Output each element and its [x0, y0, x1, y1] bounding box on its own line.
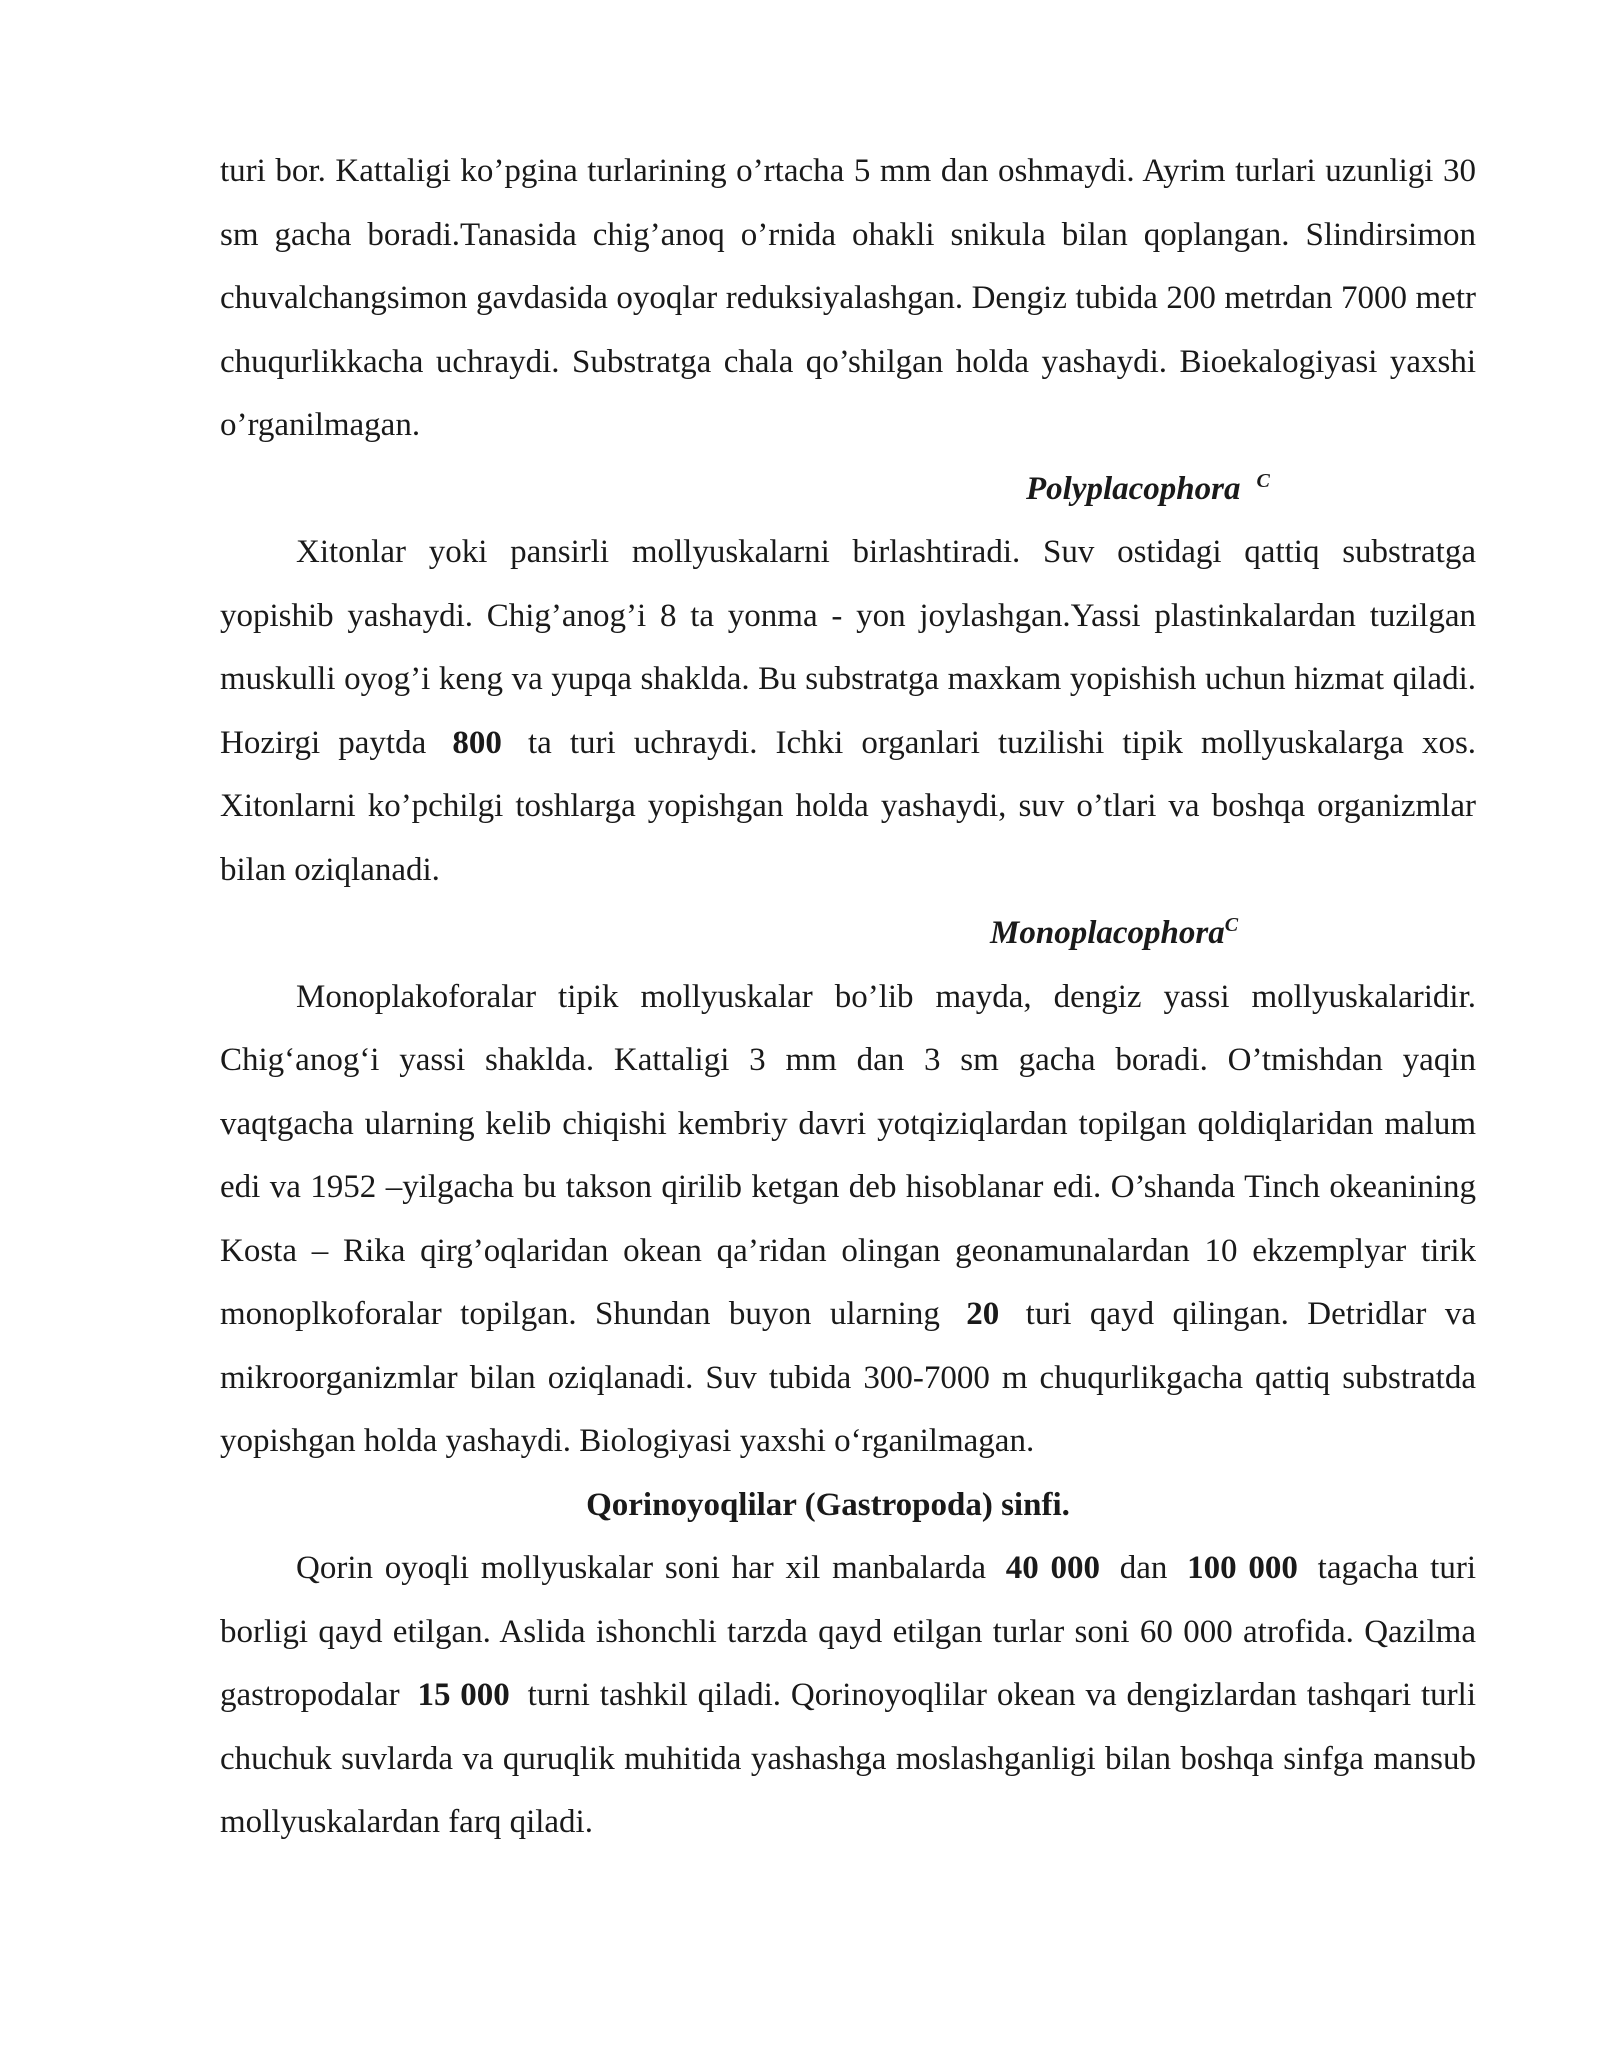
- gastropoda-text-2: dan: [1119, 1550, 1168, 1586]
- polyplacophora-heading-text: Polyplacophora: [1026, 470, 1241, 507]
- polyplacophora-heading-sup: C: [1256, 469, 1270, 492]
- gastropoda-heading: Qorinoyoqlilar (Gastropoda) sinfi.: [586, 1486, 1070, 1523]
- document-page: [220, 140, 1476, 1855]
- monoplacophora-heading-text: Monoplacophora: [990, 915, 1225, 951]
- gastropoda-count-max: 100 000: [1187, 1550, 1298, 1586]
- polyplacophora-species-count: 800: [452, 724, 502, 761]
- polyplacophora-heading: [220, 458, 1476, 522]
- gastropoda-text-3: tagacha turi borligi qayd etilgan. Aslida ishonchli tarzda qayd etilgan turlar soni 60 000 atrofida. Qazilma gastropodalar: [220, 1550, 1477, 1713]
- monoplacophora-heading: [220, 902, 1476, 966]
- monoplacophora-species-count: 20: [966, 1296, 1000, 1332]
- gastropoda-paragraph: [220, 1537, 1476, 1855]
- gastropoda-fossil-count: 15 000: [417, 1677, 510, 1713]
- intro-paragraph: [220, 140, 1476, 458]
- gastropoda-text-4: turni tashkil qiladi. Qorinoyoqlilar okean va dengizlardan tashqari turli chuchuk suvlarda va quruqlik muhitida yashashga moslashganligi bilan boshqa sinfga mansub mollyuskalardan farq qiladi.: [220, 1677, 1477, 1840]
- monoplacophora-text-before: Monoplakoforalar tipik mollyuskalar bo’lib mayda, dengiz yassi mollyuskalaridir. Chig‘anog‘i yassi shaklda. Kattaligi 3 mm dan 3 sm gacha boradi. O’tmishdan yaqin vaqtgacha ularning kelib chiqishi kembriy davri yotqiziqlardan topilgan qoldiqlaridan malum edi va 1952 –yilgacha bu takson qirilib ketgan deb hisoblanar edi. O’shanda Tinch okeanining Kosta – Rika qirg’oqlaridan okean qa’ridan olingan geonamunalardan 10 ekzemplyar tirik monoplkoforalar topilgan. Shundan buyon ularning: [220, 978, 1476, 1332]
- polyplacophora-text-before: Xitonlar yoki pansirli mollyuskalarni birlashtiradi. Suv ostidagi qattiq substratga yopishib yashaydi. Chig’anog’i 8 ta yonma - yon joylashgan.Yassi plastinkalardan tuzilgan muskulli oyog’i keng va yupqa shaklda. Bu substratga maxkam yopishish uchun hizmat qiladi. Hozirgi paytda: [220, 534, 1476, 761]
- gastropoda-count-min: 40 000: [1005, 1550, 1101, 1586]
- polyplacophora-paragraph: [220, 521, 1476, 902]
- intro-text: turi bor. Kattaligi ko’pgina turlarining o’rtacha 5 mm dan oshmaydi. Ayrim turlari uzunligi 30 sm gacha boradi.Tanasida chig’anoq o’rnida ohakli snikula bilan qoplangan. Slindirsimon chuvalchangsimon gavdasida oyoqlar reduksiyalashgan. Dengiz tubida 200 metrdan 7000 metr chuqurlikkacha uchraydi. Substratga chala qo’shilgan holda yashaydi. Bioekalogiyasi yaxshi o’rganilmagan.: [220, 153, 1476, 443]
- polyplacophora-text-after: ta turi uchraydi. Ichki organlari tuzilishi tipik mollyuskalarga xos. Xitonlarni ko’pchilgi toshlarga yopishgan holda yashaydi, suv o’tlari va boshqa organizmlar bilan oziqlanadi.: [220, 724, 1477, 888]
- monoplacophora-text-after: turi qayd qilingan. Detridlar va mikroorganizmlar bilan oziqlanadi. Suv tubida 300-7000 m chuqurlikgacha qattiq substratda yopishgan holda yashaydi. Biologiyasi yaxshi o‘rganilmagan.: [220, 1296, 1476, 1459]
- monoplacophora-heading-sup: C: [1224, 914, 1239, 936]
- monoplacophora-paragraph: [220, 966, 1476, 1474]
- gastropoda-text-1: Qorin oyoqli mollyuskalar soni har xil manbalarda: [296, 1550, 987, 1586]
